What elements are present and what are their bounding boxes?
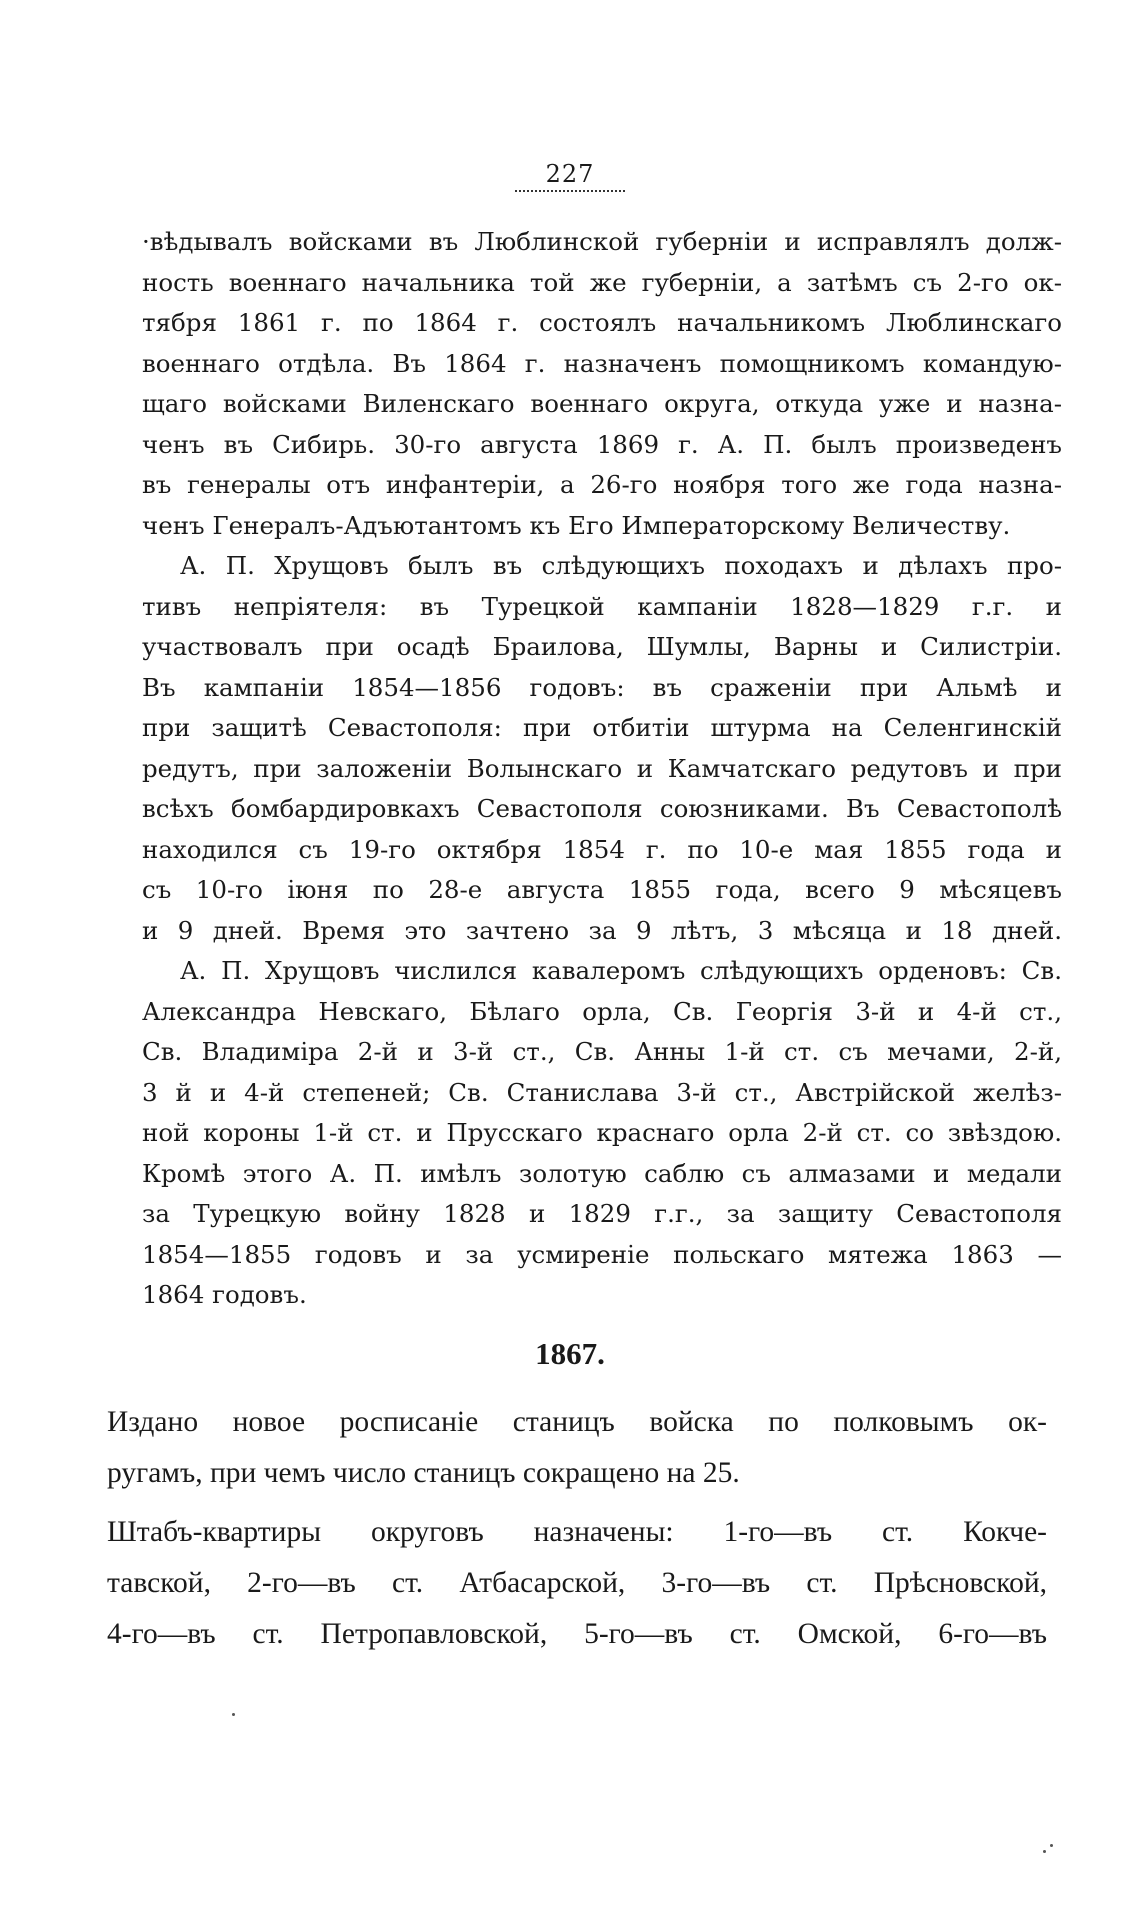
scan-speck <box>1043 1850 1046 1853</box>
text-line: всѣхъ бомбардировкахъ Севастополя союзниками. Въ Севастополѣ <box>142 794 1062 823</box>
text-line: Штабъ-квартиры округовъ назначены: 1-го—въ ст. Кокче- <box>107 1516 1047 1548</box>
year-heading: 1867. <box>535 1336 605 1371</box>
scan-speck <box>1050 1844 1053 1847</box>
text-line: А. П. Хрущовъ былъ въ слѣдующихъ походахъ и дѣлахъ про- <box>180 551 1062 580</box>
text-line: А. П. Хрущовъ числился кавалеромъ слѣдующихъ орденовъ: Св. <box>180 956 1062 985</box>
text-line: тавской, 2-го—въ ст. Атбасарской, 3-го—въ ст. Прѣсновской, <box>107 1567 1047 1599</box>
text-line: съ 10-го іюня по 28-е августа 1855 года, всего 9 мѣсяцевъ <box>142 875 1062 904</box>
text-line: щаго войсками Виленскаго военнаго округа, откуда уже и назна- <box>142 389 1062 418</box>
text-line: тивъ непріятеля: въ Турецкой кампаніи 1828—1829 г.г. и <box>142 591 1062 621</box>
text-line: тября 1861 г. по 1864 г. состоялъ начальникомъ Люблинскаго <box>142 308 1062 337</box>
paragraph <box>107 1507 1047 1660</box>
text-line: Издано новое росписаніе станицъ войска по полковымъ ок- <box>107 1406 1047 1438</box>
text-line: Св. Владиміра 2-й и 3-й ст., Св. Анны 1-й ст. съ мечами, 2-й, <box>142 1037 1062 1066</box>
text-line: Александра Невскаго, Бѣлаго орла, Св. Георгія 3-й и 4-й ст., <box>142 996 1062 1026</box>
text-line: ной короны 1-й ст. и Прусскаго краснаго орла 2-й ст. со звѣздою. <box>142 1118 1062 1147</box>
text-line: ченъ Генералъ-Адъютантомъ къ Его Императорскому Величеству. <box>142 510 1011 540</box>
text-line: 4-го—въ ст. Петропавловской, 5-го—въ ст. Омской, 6-го—въ <box>107 1618 1047 1650</box>
text-line: редутъ, при заложеніи Волынскаго и Камчатскаго редутовъ и при <box>142 753 1062 783</box>
text-line: Въ кампаніи 1854—1856 годовъ: въ сраженіи при Альмѣ и <box>142 672 1062 702</box>
page-number-rule <box>515 190 625 192</box>
text-line: за Турецкую войну 1828 и 1829 г.г., за защиту Севастополя <box>142 1199 1062 1228</box>
biography-text <box>142 222 1062 1316</box>
text-line: находился съ 19-го октября 1854 г. по 10-е мая 1855 года и <box>142 834 1062 864</box>
text-line: 3 й и 4-й степеней; Св. Станислава 3-й ст., Австрійской желѣз- <box>142 1077 1062 1107</box>
text-line: участвовалъ при осадѣ Браилова, Шумлы, Варны и Силистріи. <box>142 632 1062 661</box>
text-line: 1854—1855 годовъ и за усмиреніе польскаго мятежа 1863 — <box>142 1239 1062 1269</box>
text-line: ность военнаго начальника той же губерніи, а затѣмъ съ 2-го ок- <box>142 267 1062 297</box>
text-line: и 9 дней. Время это зачтено за 9 лѣтъ, 3 мѣсяца и 18 дней. <box>142 915 1062 945</box>
year-1867-text <box>107 1397 1047 1660</box>
text-line: ·вѣдывалъ войсками въ Люблинской губерніи и исправлялъ долж- <box>142 227 1062 256</box>
text-line: ченъ въ Сибирь. 30-го августа 1869 г. А. П. былъ произведенъ <box>142 429 1062 459</box>
text-line: ругамъ, при чемъ число станицъ сокращено на 25. <box>107 1457 740 1489</box>
text-line: при защитѣ Севастополя: при отбитіи штурма на Селенгинскій <box>142 713 1062 742</box>
text-line: военнаго отдѣла. Въ 1864 г. назначенъ помощникомъ командую- <box>142 348 1062 378</box>
page-number: 227 <box>545 160 595 188</box>
text-line: въ генералы отъ инфантеріи, а 26-го ноября того же года назна- <box>142 470 1062 499</box>
text-line: Кромѣ этого А. П. имѣлъ золотую саблю съ алмазами и медали <box>142 1158 1062 1188</box>
text-line: 1864 годовъ. <box>142 1280 307 1309</box>
scan-speck <box>232 1713 235 1716</box>
